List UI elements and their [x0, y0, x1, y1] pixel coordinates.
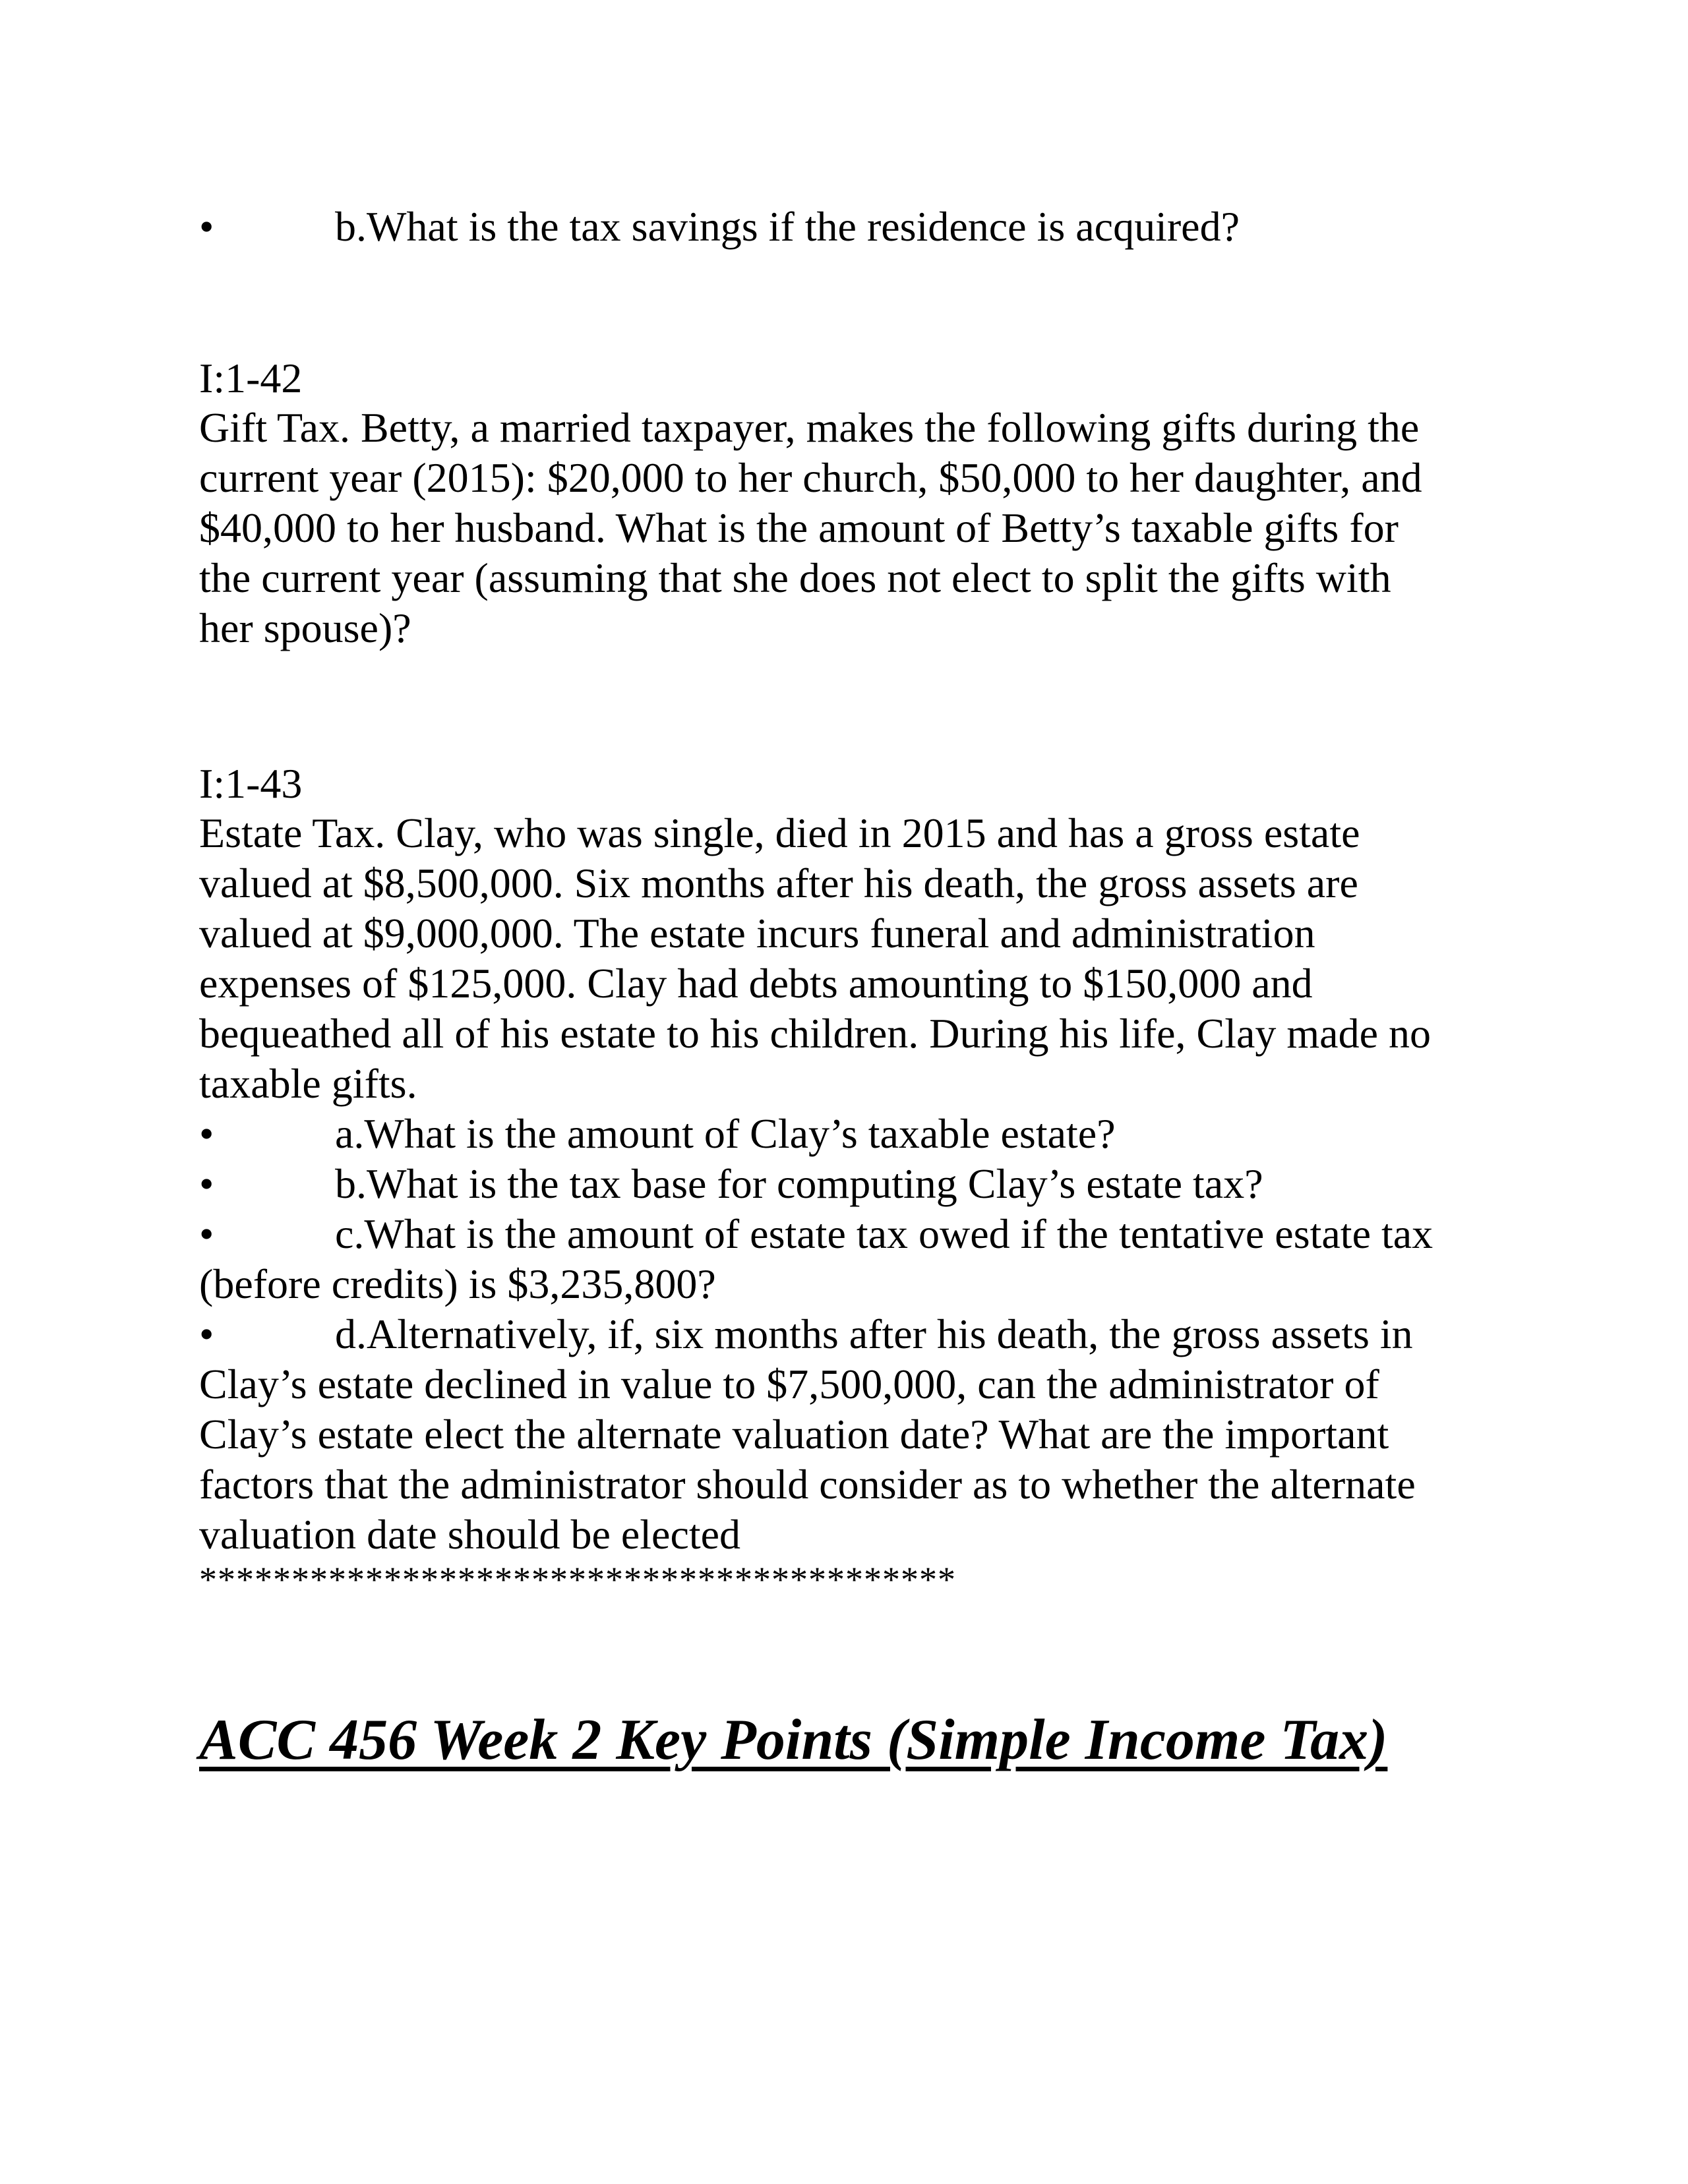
- bullet: •: [199, 1311, 214, 1357]
- problem-42-line: Gift Tax. Betty, a married taxpayer, makes the following gifts during the: [199, 404, 1420, 451]
- problem-43-item-d-cont: valuation date should be elected: [199, 1511, 741, 1558]
- section-heading: ACC 456 Week 2 Key Points (Simple Income Tax): [199, 1708, 1388, 1772]
- problem-43-number: I:1-43: [199, 760, 303, 807]
- bullet: •: [199, 1110, 214, 1157]
- problem-42-line: her spouse)?: [199, 605, 411, 651]
- problem-43-item-d: d.Alternatively, if, six months after his death, the gross assets in: [335, 1311, 1413, 1357]
- asterisk-separator: *****************************************: [199, 1560, 956, 1599]
- problem-43-line: Estate Tax. Clay, who was single, died in 2015 and has a gross estate: [199, 810, 1360, 856]
- problem-42-line: current year (2015): $20,000 to her church, $50,000 to her daughter, and: [199, 454, 1422, 501]
- bullet: •: [199, 1210, 214, 1257]
- problem-43-line: bequeathed all of his estate to his children. During his life, Clay made no: [199, 1010, 1431, 1057]
- bullet: •: [199, 1160, 214, 1207]
- problem-43-item-d-cont: factors that the administrator should consider as to whether the alternate: [199, 1461, 1416, 1508]
- problem-42-number: I:1-42: [199, 355, 303, 401]
- problem-43-item-a: a.What is the amount of Clay’s taxable estate?: [335, 1110, 1116, 1157]
- bullet: •: [199, 203, 214, 250]
- problem-42-line: $40,000 to her husband. What is the amount of Betty’s taxable gifts for: [199, 504, 1399, 551]
- problem-43-line: valued at $9,000,000. The estate incurs funeral and administration: [199, 910, 1315, 957]
- problem-43-item-d-cont: Clay’s estate declined in value to $7,500,000, can the administrator of: [199, 1361, 1379, 1407]
- problem-43-line: expenses of $125,000. Clay had debts amounting to $150,000 and: [199, 960, 1313, 1007]
- problem-43-item-c-cont: (before credits) is $3,235,800?: [199, 1260, 716, 1307]
- problem-43-line: taxable gifts.: [199, 1060, 417, 1107]
- prev-question-item-b: b.What is the tax savings if the residence is acquired?: [335, 203, 1240, 250]
- problem-43-item-d-cont: Clay’s estate elect the alternate valuation date? What are the important: [199, 1411, 1389, 1458]
- problem-43-item-c: c.What is the amount of estate tax owed if the tentative estate tax: [335, 1210, 1433, 1257]
- problem-43-line: valued at $8,500,000. Six months after his death, the gross assets are: [199, 860, 1358, 906]
- problem-43-item-b: b.What is the tax base for computing Clay’s estate tax?: [335, 1160, 1263, 1207]
- problem-42-line: the current year (assuming that she does not elect to split the gifts with: [199, 554, 1391, 601]
